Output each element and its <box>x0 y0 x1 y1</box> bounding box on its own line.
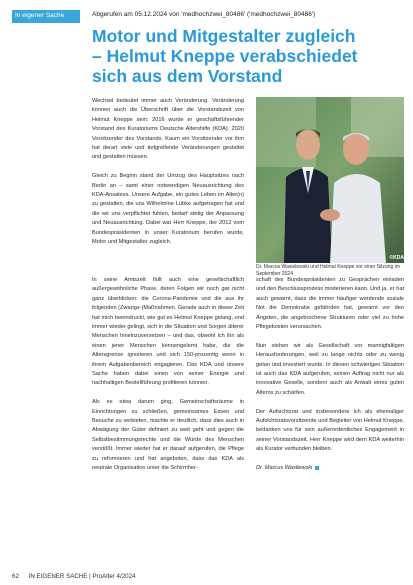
headline-line-1: Motor und Mitgestalter zugleich <box>92 26 356 46</box>
paragraph: Gleich zu Beginn stand der Umzug des Hauptsitzes nach Berlin an – samt einer notwendigen Neuausrichtung des KDA-Ansatzes. Unsere Aufgabe, ein gutes Leben im Alter(n) zu gestalten, die uns Wilhelmine Lübke aufgetragen hat und die wir uns verpflichtet fühlen, bedarf stetig der Anpassung und Neuausrichtung. Dabei war Herr Kneppe, der 2012 vom Bundespräsidenten in unser Kuratorium berufen wurde, Motor und Mitgestalter zugleich. <box>92 173 244 246</box>
article-photo <box>256 97 404 263</box>
headline-line-3: sich aus dem Vorstand <box>92 66 283 86</box>
photo-caption: Dr. Marcus Wasielewski und Helmut Kneppe vor einer Sitzung im September 2024 <box>256 264 401 277</box>
page-number: 62 <box>12 573 19 580</box>
end-mark-icon <box>315 466 319 470</box>
photo-image <box>256 97 404 263</box>
author-line <box>256 464 404 473</box>
paragraph: Als es etwa darum ging, Gemeinschaftsräume in Einrichtungen zu schließen, gemeinsames Essen und Besuche zu verbieten, machte er deutlich, dass dies auch in Abwägung der Güter definiert zu weit geht und gegen die Selbstbestimmungsrechte und die Würde des Menschen verstößt. Immer wieder hat er darauf aufgerufen, die Pflege zu reformieren und hat angeboten, dass das KDA als neutrale Organisation unter die Schirmher- <box>92 399 244 472</box>
page-footer <box>12 573 135 580</box>
paragraph: schaft des Bundespräsidenten zu Gesprächen einladen und den Beschlussprozess moderieren kann. Und ja, er hat auch gewarnt, dass die immer häufiger werdende soziale Not die Demokratie gefährden hat, gewarnt vor den Ängsten, die angebrochene Strukturen oder viel zu hohe Pflegekosten verursachen. <box>256 277 404 331</box>
paragraph: Wechsel bedeutet immer auch Veränderung. Veränderung können auch die Überschrift über die Vorstandszeit von Helmut Kneppe sein: 2016 wurde er geschäftsführender Vorstand des Kuratoriums Deutsche Altershilfe (KDA). 2020 Vorsitzender des Vorstands. Kaum ein Vorsitzender vor ihm hat derart viele und tiefgreifende Veränderungen gestaltet und gestalten müssen. <box>92 98 244 161</box>
article-column-left <box>92 276 244 483</box>
section-tag: In eigener Sache <box>12 10 80 22</box>
article-column-right <box>256 276 404 483</box>
publication-info: IN EIGENER SACHE | ProAlter 4/2024 <box>28 573 136 580</box>
photo-credit: ©KDA <box>389 255 404 261</box>
article-headline <box>92 26 402 86</box>
section-rule <box>12 22 80 23</box>
paragraph: Der Aufsichtsrat und insbesondere ich als ehemaliger Aufsichtsratsvorsitzende und Begleiter von Helmut Kneppe, bedanken uns für sein außerordentliches Engagement in seiner Vorstandszeit. Herr Kneppe wird dem KDA weiterhin als Kurator verbunden bleiben. <box>256 408 404 453</box>
paragraph: Nun stehen wir als Gesellschaft vor mannigfaltigen Herausforderungen, weil zu lange nichts oder zu wenig getan und investiert wurde. In diesen schwierigen Situation ist auch das KDA aufgerufen, seinen Auftrag nicht nur als innovative Geselle, sondern auch als Anwalt eines guten Alterns zu schärfen. <box>256 342 404 396</box>
article-column-intro <box>92 97 244 257</box>
paragraph: In seine Amtszeit fällt auch eine gesellschaftlich außergewöhnliche Phase, deren Folgen wir noch gar nicht ganz überblicken: die Corona-Pandemie und die aus ihr folgenden (Zwangs-)Maßnahmen. Gerade auch in dieser Zeit hat mich beeindruckt, wie gut es Helmut Kneppe gelang, und immer wieder gelingt, sich in die Situation und Sorgen älterer Menschen hineinzuversetzen – und das, obwohl ich ihn als einen jener Menschen kennengelernt habe, die die Altersgrenze ignorieren und sich 150-prozentig wenn in ihrem Aufgabenbereich engagieren. Das KDA und unsere Sache haben dabei einen von seiner Energie und nachhaltigen Bestellführung profitieren können. <box>92 277 244 387</box>
author-name: Dr. Marcus Wasilewski <box>256 465 313 472</box>
download-note: Abgerufen am 05.12.2024 von 'medhochzwei_80486' ('medhochzwei_80486') <box>92 11 316 18</box>
headline-line-2: – Helmut Kneppe verabschiedet <box>92 46 358 66</box>
